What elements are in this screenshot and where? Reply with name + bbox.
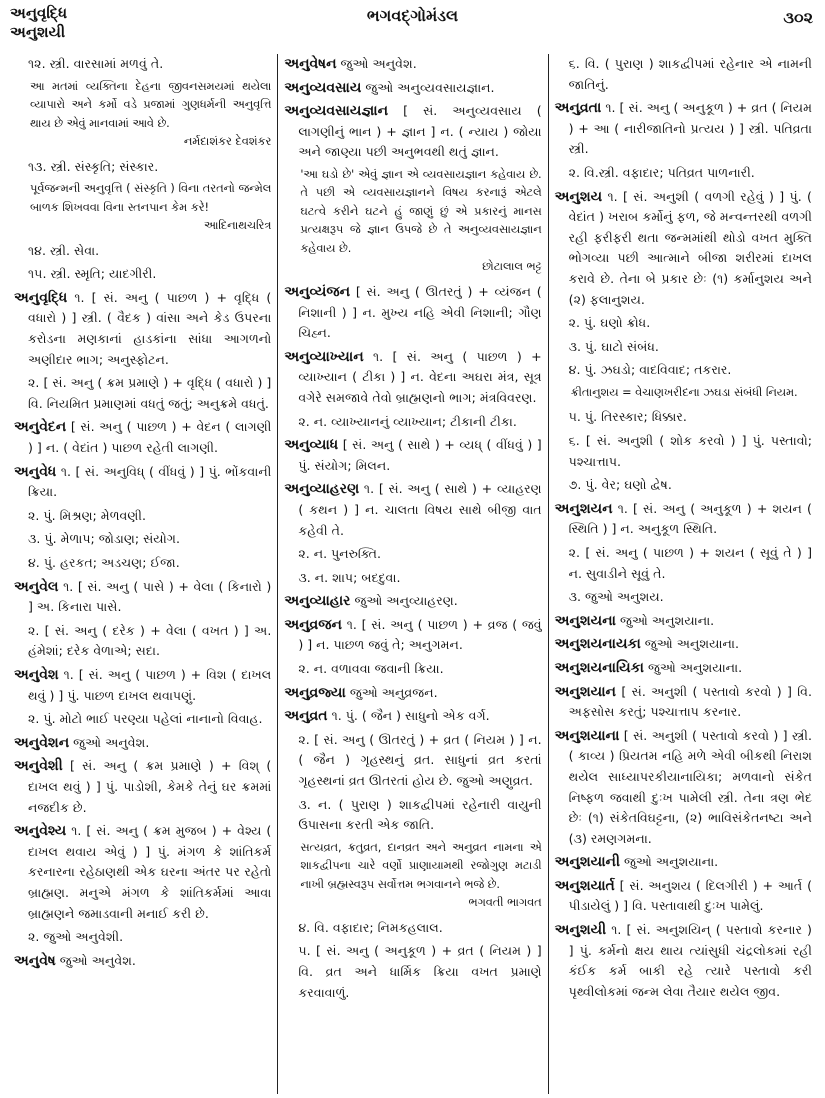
definition-text: ૨. ન. પુનરુક્તિ.: [298, 546, 382, 562]
headword: અનુશયન: [554, 500, 613, 517]
quote-source: આદિનાથચરિત્ર: [203, 219, 272, 233]
guide-word-first: અનુવૃદ્ધિ: [10, 4, 68, 22]
entry-sense: [14, 54, 271, 75]
headword: અનુવેધ: [14, 463, 57, 480]
definition-text: [ સં. અનુ ( પાછળ ) + વેદન ( લાગણી ) ] ન. ( વેદાંત ) પાછળ રહેતી લાગણી.: [28, 419, 272, 456]
definition-text: ૧૨. સ્ત્રી. વારસામાં મળવું તે.: [28, 56, 164, 71]
definition-text: ૨. પું. મોટો ભાઈ પરણ્યા પહેલાં નાનાનો વિવાહ.: [28, 711, 263, 727]
headword: અનુવ્રત: [284, 708, 328, 725]
entry-sense: [555, 475, 812, 496]
definition-text: ૧. [ સં. અનુ ( અનુકૂળ ) + વ્રત ( નિયમ ) + આ ( નારીજાતિનો પ્રત્યય ) ] સ્ત્રી. પતિવ્રતા સ્ત્રી.: [568, 100, 812, 157]
dictionary-entry: [14, 665, 271, 706]
definition-text: [ સં. અનુશય ( દિલગીરી ) + આર્ત ( પીડાયેલું ) ] વિ. પસ્તાવાથી દુઃખ પામેલું.: [568, 877, 812, 914]
dictionary-entry: [284, 683, 541, 704]
headword: અનુવ્યાહાર: [284, 593, 351, 610]
dictionary-entry: [555, 852, 812, 873]
column-3: [548, 54, 818, 1094]
definition-text: જુઓ અનુશયાના.: [620, 612, 715, 628]
example-quote: [555, 384, 812, 403]
definition-text: ૧૫. સ્ત્રી. સ્મૃતિ; યાદગીરી.: [28, 266, 157, 282]
definition-text: ૨. જુઓ અનુવેશી.: [28, 929, 124, 945]
entry-sense: [555, 54, 812, 95]
definition-text: ૫. પું. તિરસ્કાર; ધિક્કાર.: [568, 409, 687, 425]
definition-text: જુઓ અનુશયાના.: [644, 636, 739, 652]
definition-text: ૭. પું. વેર; ઘણો દ્વેષ.: [568, 477, 672, 493]
dictionary-entry: [284, 706, 541, 727]
headword: અનુવેશ: [14, 666, 59, 683]
page-number: ૩૦૨: [783, 8, 813, 27]
quote-text: પૂર્વજન્મની અનુવૃત્તિ ( સંસ્કૃતિ ) વિના તરતનો જન્મેલ બાળક શિખવવા વિના સ્તનપાન કેમ કરે!: [30, 182, 272, 214]
definition-text: ૬. [ સં. અનુશી ( શોક કરવો ) ] પું. પસ્તાવો; પશ્ચાત્તાપ.: [568, 433, 812, 469]
entry-sense: [555, 337, 812, 358]
entry-sense: [284, 412, 541, 433]
definition-text: ૨. પું. મિશ્રણ; મેળવણી.: [28, 507, 146, 523]
headword: અનુવેશ્ય: [14, 823, 67, 840]
entry-sense: [284, 659, 541, 680]
quote-source: છોટાલાલ ભટ્ટ: [482, 260, 542, 274]
definition-text: [ સં. અનુશી ( પસ્તાવો કરવો ) ] સ્ત્રી. ( કાવ્ય ) પ્રિયતમ નહિ મળે એવી બીકથી નિરાશ થયેલ સાધ્યાપરકીયાનાયિકા; મળવાનો સંકેત નિષ્ફળ જવાથી દુઃખ પામેલી સ્ત્રી. તેના ત્રણ ભેદ છેઃ (૧) સંકેતવિઘટ્ટના, (૨) ભાવિસંકેતનષ્ટા અને (૩) રમણગમના.: [568, 727, 812, 846]
dictionary-entry: [555, 187, 812, 311]
definition-text: ૧. [ સં. અનુ ( પાછળ ) + વિશ ( દાખલ થવું ) ] પું. પાછળ દાખલ થવાપણું.: [28, 666, 272, 703]
definition-text: જુઓ અનુવ્યવસાયજ્ઞાન.: [365, 79, 495, 95]
definition-text: ૨. [ સં. અનુ ( પાછળ ) + શયન ( સૂવું તે ) ] ન. સુવાડીને સૂવું તે.: [568, 544, 812, 581]
column-1: [8, 54, 277, 1094]
entry-sense: [284, 918, 541, 939]
example-quote: [14, 78, 271, 152]
definition-text: જુઓ અનુવેશ.: [59, 952, 136, 968]
headword: અનુવ્રજ્યા: [284, 684, 346, 701]
quote-text: આ મતમાં વ્યક્તિના દેહના જીવનસમયમાં થયેલા વ્યાપારો અને કર્મો વડે પ્રજામાં ગુણધર્મની અનુવૃત્તિ થાય છે એવું માનવામાં આવે છે.: [30, 79, 272, 130]
quote-source: ભગવતી ભાગવત: [468, 896, 542, 910]
dictionary-entry: [284, 591, 541, 612]
entry-sense: [555, 313, 812, 334]
headword: અનુવ્યાધ: [284, 437, 339, 454]
example-quote: [14, 180, 271, 236]
definition-text: ૧. [ સં. અનુ ( પાછળ ) + વૃદ્ધિ ( વધારો ) ] સ્ત્રી. ( વૈદક ) વાંસા અને કેડ ઉપરના કરોડના મણકાનાં હાડકાંના સાંધા આગળનો અણીદાર ભાગ; અનુસ્ફોટન.: [28, 289, 272, 367]
headword: અનુવેષન: [284, 56, 337, 72]
entry-sense: [284, 568, 541, 589]
definition-text: જુઓ અનુવ્રજન.: [349, 684, 438, 700]
definition-text: [ સં. અનુ ( ઊતરતું ) + વ્યંજન ( નિશાની ) ] ન. મુખ્ય નહિ એવી નિશાની; ગૌણ ચિહ્ન.: [298, 283, 542, 341]
dictionary-entry: [14, 733, 271, 754]
headword: અનુશયનાયકા: [554, 636, 641, 653]
entry-sense: [555, 360, 812, 381]
definition-text: ૨. ન. વ્યાખ્યાનનું વ્યાખ્યાન; ટીકાની ટીકા.: [298, 413, 517, 429]
definition-text: ૧. [ સં. અનુ ( પાછળ ) + વ્રજ ( જવું ) ] ન. પાછળ જવું તે; અનુગમન.: [298, 616, 542, 653]
definition-text: જુઓ અનુવ્યાહરણ.: [354, 593, 458, 609]
headword: અનુશયાની: [554, 854, 620, 871]
entry-sense: [14, 506, 271, 527]
entry-sense: [14, 709, 271, 730]
entry-sense: [555, 543, 812, 584]
entry-sense: [14, 621, 271, 662]
definition-text: ૧. [ સં. અનુશી ( વળગી રહેવું ) ] પું. ( વેદાંત ) ખરાબ કર્મોનું ફળ, જે મન્વન્તરથી વળગી રહી ફરીફરી થતા જન્મમાંથી થોડો વખત મુક્તિ ભોગવ્યા પછી આત્માને બીજા શરીરમાં દાખલ કરાવે છે. તેના બે પ્રકાર છેઃ (૧) કર્માનુશય અને (૨) ફલાનુશય.: [568, 188, 812, 307]
dictionary-entry: [555, 611, 812, 632]
headword: અનુશયાના: [554, 727, 620, 744]
definition-text: જુઓ અનુવેશ.: [340, 56, 417, 71]
entry-sense: [14, 373, 271, 414]
headword: અનુશય: [554, 188, 603, 205]
dictionary-entry: [14, 756, 271, 818]
page-title: ભગવદ્ગોમંડલ: [366, 6, 459, 25]
headword: અનુવ્યવસાય: [284, 79, 362, 96]
headword: અનુશયી: [554, 922, 607, 939]
quote-text: ક્રીતાનુશય = વેચાણખરીદના ઝઘડા સંબંધી નિયમ.: [570, 385, 798, 399]
dictionary-entry: [14, 462, 271, 503]
headword: અનુવેદન: [14, 419, 67, 436]
headword: અનુવ્રજન: [284, 616, 342, 633]
dictionary-entry: [555, 920, 812, 1002]
entry-sense: [555, 587, 812, 608]
headword: અનુવેશન: [14, 734, 70, 751]
headword: અનુવ્યાખ્યાન: [284, 348, 364, 365]
headword: અનુવ્યંજન: [284, 283, 351, 300]
definition-text: ૩. ન. ( પુરાણ ) શાકદ્વીપમાં રહેનારી વાયુની ઉપાસના કરતી એક જાતિ.: [298, 796, 542, 833]
definition-text: ૪. પું. હરકત; અડચણ; ઈજા.: [28, 555, 180, 570]
definition-text: ૧૪. સ્ત્રી. સેવા.: [28, 242, 100, 258]
guide-word-last: અનુશયી: [10, 23, 66, 41]
example-quote: [284, 839, 541, 913]
entry-sense: [14, 927, 271, 948]
definition-text: [ સં. અનુશી ( પસ્તાવો કરવો ) ] વિ. અફસોસ કરતું; પશ્ચાત્તાપ કરનાર.: [568, 683, 812, 720]
definition-text: ૨. [ સં. અનુ ( દરેક ) + વેલા ( વખત ) ] અ. હંમેશાં; દરેક વેળાએ; સદા.: [28, 622, 272, 659]
dictionary-entry: [555, 658, 812, 679]
definition-text: ૨. ન. વળાવવા જવાની ક્રિયા.: [298, 661, 444, 677]
definition-text: [ સં. અનુ ( ક્રમ પ્રમાણે ) + વિશ્ ( દાખલ થવું ) ] પું. પાડોશી, કેમકે તેનું ઘર ક્રમમાં નજદીક છે.: [28, 758, 272, 815]
dictionary-entry: [555, 98, 812, 160]
entry-sense: [14, 529, 271, 550]
headword: અનુવ્યાહરણ: [284, 481, 360, 498]
definition-text: ૧. [ સં. અનુ ( સાથે ) + વ્યાહરણ ( કથન ) ] ન. ચાલતા વિષય સાથે બીજી વાત કહેવી તે.: [298, 481, 542, 538]
headword: અનુશયના: [554, 612, 616, 629]
headword: અનુવૃદ્ધિ: [14, 289, 68, 306]
definition-text: ૨. [ સં. અનુ ( ઊતરતું ) + વ્રત ( નિયમ ) ] ન. ( જૈન ) ગૃહસ્થનું વ્રત. સાધુનાં વ્રત કરતાં ગૃહસ્થનાં વ્રત ઊતરતાં હોય છે. જુઓ અણુવ્રત.: [298, 731, 542, 789]
dictionary-entry: [284, 615, 541, 656]
definition-text: [ સં. અનુવ્યવસાય ( લાગણીનું ભાન ) + જ્ઞાન ] ન. ( ન્યાય ) જોયા અને જાણ્યા પછી અનુભવથી થતું જ્ઞાન.: [298, 103, 542, 160]
definition-text: જુઓ અનુવેશ.: [73, 734, 150, 750]
dictionary-columns: [8, 54, 818, 1094]
dictionary-entry: [555, 682, 812, 723]
quote-text: 'આ ઘડો છે' એવું જ્ઞાન એ વ્યવસાયજ્ઞાન કહેવાય છે. તે પછી એ વ્યવસાયજ્ઞાનને વિષય કરનારૂં એટલે ઘટત્વે કરીને ઘટને હું જાણું છું એ પ્રકારનું માનસ પ્રત્યક્ષરૂપ જે જ્ઞાન ઉપજે છે તે અનુવ્યવસાયજ્ઞાન કહેવાય છે.: [300, 167, 542, 255]
dictionary-entry: [555, 499, 812, 540]
headword: અનુવેલ: [14, 578, 59, 595]
definition-text: ૧. [ સં. અનુ ( પાસે ) + વેલા ( કિનારો ) ] અ. કિનારા પાસે.: [28, 578, 272, 615]
definition-text: ૧. [ સં. અનુશયિન્ ( પસ્તાવો કરનાર ) ] પું. કર્મનો ક્ષય થાય ત્યાંસુધી ચંદ્રલોકમાં રહી કંઈક કર્મ બાકી રહે ત્યારે પસ્તાવો કરી પૃથ્વીલોકમાં જન્મ લેવા તૈયાર થયેલ જીવ.: [568, 922, 812, 999]
definition-text: ૧. પું. ( જૈન ) સાધુનો એક વર્ગ.: [331, 708, 490, 724]
definition-text: ૨. વિ.સ્ત્રી. વફાદાર; પતિવ્રત પાળનારી.: [568, 164, 755, 180]
definition-text: ૩. પું. મેળાપ; જોડાણ; સંયોગ.: [28, 531, 180, 547]
definition-text: ૩. જુઓ અનુશય.: [568, 589, 664, 605]
dictionary-entry: [284, 435, 541, 476]
definition-text: ૪. પું. ઝઘડો; વાદવિવાદ; તકરાર.: [568, 362, 732, 378]
column-2: [277, 54, 547, 1094]
definition-text: ૧. [ સં. અનુવિધ્ ( વીંધવું ) ] પું. ભોંકવાની ક્રિયા.: [28, 463, 272, 500]
entry-sense: [555, 431, 812, 472]
definition-text: ૩. પું. ઘાટો સંબંધ.: [568, 338, 659, 354]
entry-sense: [14, 264, 271, 285]
entry-sense: [14, 241, 271, 262]
dictionary-entry: [284, 282, 541, 344]
definition-text: ૫. [ સં. અનુ ( અનુકૂળ ) + વ્રત ( નિયમ ) ] વિ. વ્રત અને ધાર્મિક ક્રિયા વખત પ્રમાણે કરવાવાળું.: [298, 943, 542, 1000]
headword: અનુવેષ: [14, 952, 56, 969]
headword: અનુશયાર્ત: [554, 877, 615, 894]
dictionary-entry: [284, 479, 541, 541]
entry-sense: [284, 795, 541, 836]
dictionary-entry: [14, 951, 271, 972]
headword: અનુવેશી: [14, 758, 63, 775]
definition-text: [ સં. અનુ ( સાથે ) + વ્યધ્ ( વીંધવું ) ] પું. સંયોગ; મિલન.: [298, 437, 542, 473]
entry-sense: [284, 730, 541, 792]
definition-text: ૨. [ સં. અનુ ( ક્રમ પ્રમાણે ) + વૃદ્ધિ ( વધારો ) ] વિ. નિયમિત પ્રમાણમાં વધતું જતું; અનુક્રમે વધતું.: [28, 375, 272, 411]
entry-sense: [555, 407, 812, 428]
definition-text: ૨. પું. ઘણો ક્રોધ.: [568, 315, 651, 331]
definition-text: ૧. [ સં. અનુ ( પાછળ ) + વ્યાખ્યાન ( ટીકા ) ] ન. વેદના અઘરા મંત્ર, સૂત્ર વગેરે સમજાવે તેવો બ્રાહ્મણનો ભાગ; મંત્રવિવરણ.: [298, 348, 542, 405]
headword: અનુશયાન: [554, 683, 616, 700]
definition-text: ૧૩. સ્ત્રી. સંસ્કૃતિ; સંસ્કાર.: [28, 158, 159, 174]
headword: અનુવ્રતા: [554, 100, 602, 117]
definition-text: ૧. [ સં. અનુ ( ક્રમ મુજબ ) + વેશ્ય ( દાખલ થવાય એવું ) ] પું. મંગળ કે શાંતિકર્મ કરનારના રહેઠાણથી એક ઘરના અંતર પર રહેતો બ્રાહ્મણ. મનુએ મંગળ કે શાંતિકર્મમાં આવા બ્રાહ્મણને જમાડવાની મનાઈ કરી છે.: [28, 823, 272, 921]
headword: અનુશયનાયિકા: [554, 659, 644, 676]
headword: અનુવ્યવસાયજ્ઞાન: [284, 103, 388, 120]
dictionary-entry: [555, 726, 812, 850]
entry-sense: [284, 941, 541, 1003]
definition-text: જુઓ અનુશયાના.: [647, 659, 743, 675]
dictionary-entry: [14, 821, 271, 924]
definition-text: ૩. ન. શાપ; બદદુવા.: [298, 569, 401, 585]
dictionary-entry: [555, 634, 812, 655]
definition-text: જુઓ અનુશયાના.: [624, 854, 719, 870]
definition-text: ૧. [ સં. અનુ ( અનુકૂળ ) + શયન ( સ્થિતિ ) ] ન. અનુકૂળ સ્થિતિ.: [568, 500, 812, 537]
entry-sense: [14, 157, 271, 178]
entry-sense: [14, 553, 271, 574]
example-quote: [284, 166, 541, 277]
dictionary-entry: [284, 54, 541, 75]
dictionary-entry: [14, 577, 271, 618]
dictionary-entry: [555, 876, 812, 917]
dictionary-entry: [284, 78, 541, 99]
definition-text: ૪. વિ. વફાદાર; નિમકહલાલ.: [298, 919, 443, 935]
quote-text: સત્યવ્રત, ક્રતુવ્રત, દાનવ્રત અને અનુવ્રત નામના એ શાકદ્વીપના ચારે વર્ણો પ્રાણાયામથી રજોગુણ મટાડી નાખી બ્રહ્મસ્વરૂપ સર્વોત્તમ ભગવાનને ભજે છે.: [300, 840, 542, 891]
definition-text: ૬. વિ. ( પુરાણ ) શાકદ્વીપમાં રહેનાર એ નામની જાતિનું.: [568, 56, 812, 92]
quote-source: નર્મદાશંકર દેવશંકર: [183, 135, 272, 149]
entry-sense: [555, 163, 812, 184]
dictionary-entry: [284, 101, 541, 163]
dictionary-entry: [284, 347, 541, 409]
dictionary-entry: [14, 288, 271, 370]
entry-sense: [284, 544, 541, 565]
dictionary-entry: [14, 417, 271, 458]
